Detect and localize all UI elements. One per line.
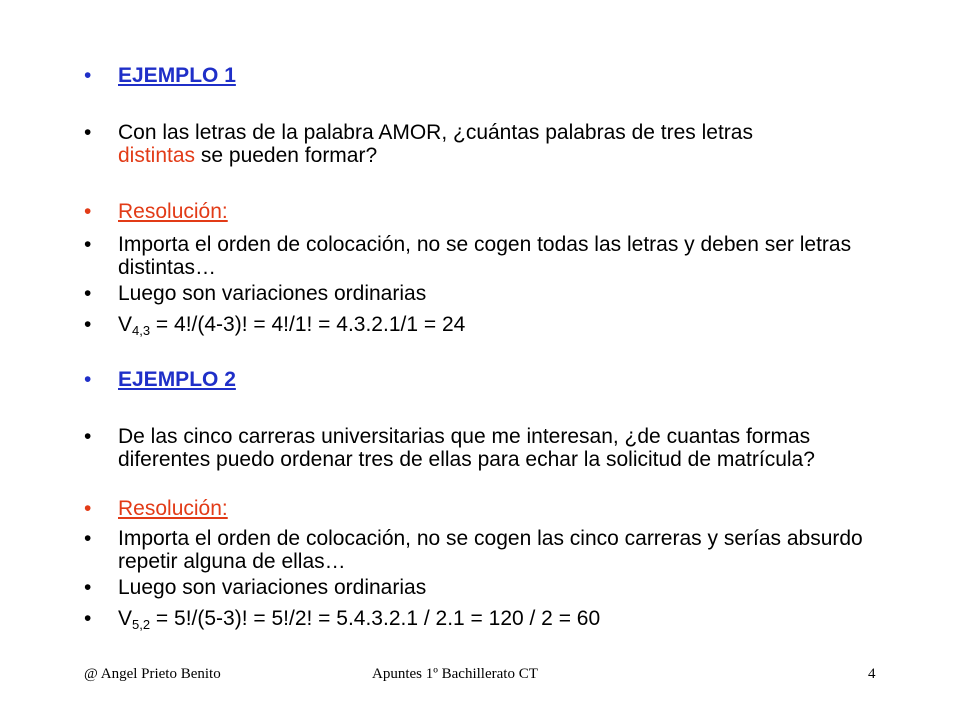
example-1-conclusion-item	[84, 282, 884, 305]
example-2-formula-item	[84, 607, 884, 630]
example-2-formula: $V_{5,2} = 5!/(5-3)$! = 5!/2! = 5.4.3.2.1 / 2.1 = 120 / 2 = 60	[118, 607, 601, 632]
example-2-resolution-label: Resolución:	[118, 497, 228, 520]
example-2-heading: EJEMPLO 2	[118, 368, 236, 391]
bullet: •	[84, 607, 92, 630]
footer-author: @ Angel Prieto Benito	[84, 666, 221, 682]
footer-page-number: 4	[868, 666, 876, 682]
example-2-conclusion-item	[84, 576, 884, 599]
bullet: •	[84, 200, 92, 223]
example-2-reason: Importa el orden de colocación, no se cogen las cinco carreras y serías absurdo repetir alguna de ellas…	[118, 527, 863, 573]
bullet: •	[84, 313, 92, 336]
bullet: •	[84, 576, 92, 599]
example-1-reason: Importa el orden de colocación, no se cogen todas las letras y deben ser letras distintas…	[118, 233, 852, 279]
example-1-resolution-label-item	[84, 200, 884, 223]
footer-course: Apuntes 1º Bachillerato CT	[372, 666, 538, 682]
example-1-conclusion: Luego son variaciones ordinarias	[118, 282, 427, 305]
bullet: •	[84, 64, 92, 87]
highlight-distintas: distintas	[118, 144, 196, 167]
example-1-heading: EJEMPLO 1	[118, 64, 236, 87]
example-1-formula: $V_{4,3} = 4!/(4-3)$! = 4!/1! = 4.3.2.1/1 = 24	[118, 313, 466, 338]
example-2-question-item	[84, 425, 884, 471]
bullet: •	[84, 282, 92, 305]
example-2-question: De las cinco carreras universitarias que me interesan, ¿de cuantas formas diferentes puedo ordenar tres de ellas para echar la solicitud de matrícula?	[118, 425, 815, 471]
example-1-reason-item	[84, 233, 884, 279]
example-2-conclusion: Luego son variaciones ordinarias	[118, 576, 427, 599]
bullet: •	[84, 527, 92, 550]
bullet: •	[84, 233, 92, 256]
example-2-resolution-label-item	[84, 497, 884, 520]
example-2-reason-item	[84, 527, 884, 573]
bullet: •	[84, 497, 92, 520]
example-1-formula-item	[84, 313, 884, 336]
example-1-resolution-label: Resolución:	[118, 200, 228, 223]
bullet: •	[84, 368, 92, 391]
example-1-question: Con las letras de la palabra AMOR, ¿cuántas palabras de tres letras distintas se pueden formar?	[118, 121, 753, 167]
example-1-heading-item	[84, 64, 884, 87]
bullet: •	[84, 121, 92, 144]
example-1-question-item	[84, 121, 884, 167]
example-2-heading-item	[84, 368, 884, 391]
bullet: •	[84, 425, 92, 448]
